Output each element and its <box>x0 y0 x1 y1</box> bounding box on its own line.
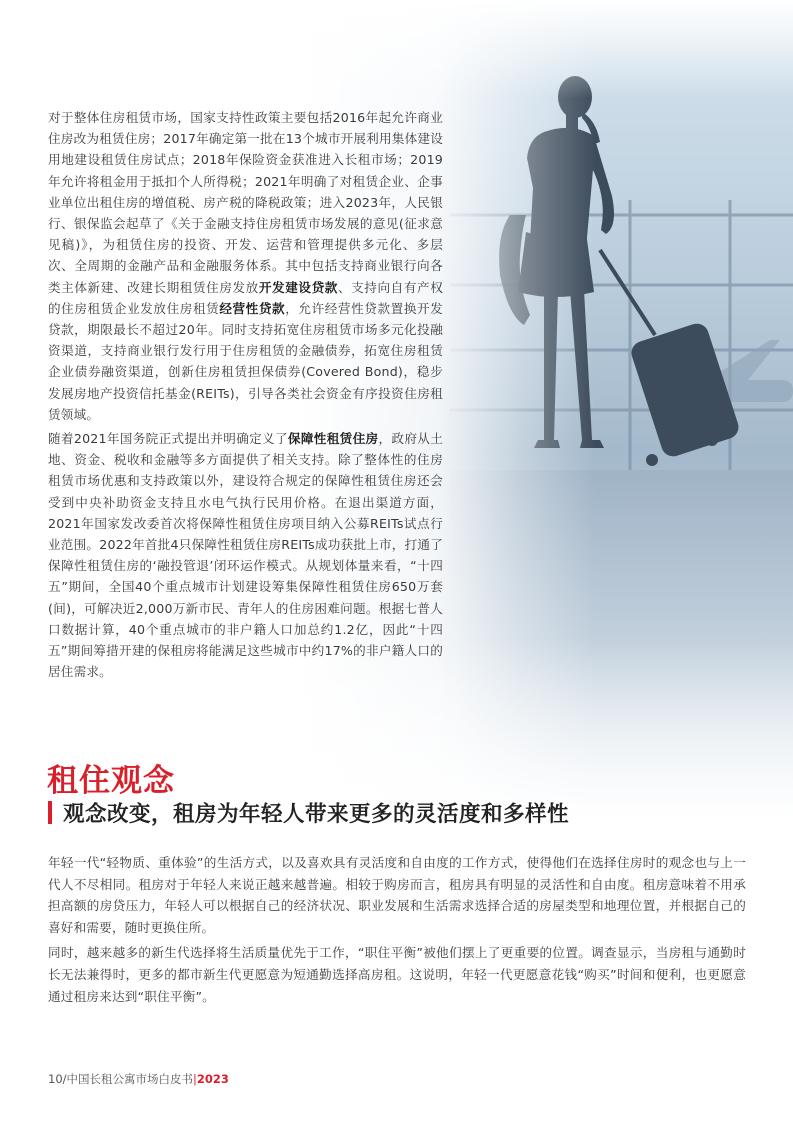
page-footer <box>48 1071 229 1087</box>
document-title: 中国长租公寓市场白皮书 <box>66 1072 194 1086</box>
paragraph-affordable-rental: 随着2021年国务院正式提出并明确定义了保障性租赁住房，政府从土地、资金、税收和金融等多方面提供了相关支持。除了整体性的住房租赁市场优惠和支持政策以外，建设符合规定的保障性租赁住房还会受到中央补助资金支持且水电气执行民用价格。在退出渠道方面，2021年国家发改委首次将保障性租赁住房项目纳入公募REITs试点行业范围。2022年首批4只保障性租赁住房REITs成功获批上市，打通了保障性租赁住房的‘融投管退’闭环运作模式。从规划体量来看，“十四五”期间，全国40个重点城市计划建设筹集保障性租赁住房650万套(间)，可解决近2,000万新市民、青年人的住房困难问题。根据七普人口数据计算，40个重点城市的非户籍人口加总约1.2亿，因此“十四五”期间筹措开建的保租房将能满足这些城市中约17%的非户籍人口的居住需求。 <box>48 431 443 680</box>
document-year: 2023 <box>196 1072 229 1086</box>
section-subtitle: 观念改变，租房为年轻人带来更多的灵活度和多样性 <box>63 802 570 827</box>
paragraph-work-life-balance: 同时，越来越多的新生代选择将生活质量优先于工作，“职住平衡”被他们摆上了更重要的位置。调查显示，当房租与通勤时长无法兼得时，更多的都市新生代更愿意为短通勤选择高房租。这说明，年轻一代更愿意花钱“购买”时间和便利，也更愿意通过租房来达到“职住平衡”。 <box>48 945 746 1004</box>
bold-term-development-loan: 开发建设贷款 <box>258 279 338 295</box>
bold-term-operating-loan: 经营性贷款 <box>219 300 286 316</box>
left-text-column <box>48 107 443 685</box>
body-text <box>48 852 746 1011</box>
section-title: 租住观念 <box>47 763 175 799</box>
page-number: 10 <box>48 1072 63 1086</box>
paragraph-young-generation: 年轻一代“轻物质、重体验”的生活方式，以及喜欢具有灵活度和自由度的工作方式，使得他们在选择住房时的观念也与上一代人不尽相同。租房对于年轻人来说正越来越普遍。相较于购房而言，租房具有明显的灵活性和自由度。租房意味着不用承担高额的房贷压力，年轻人可以根据自己的经济状况、职业发展和生活需求选择合适的房屋类型和地理位置，并根据自己的喜好和需要，随时更换住所。 <box>48 855 746 935</box>
subtitle-accent-bar <box>48 801 52 824</box>
paragraph-rental-policies: 对于整体住房租赁市场，国家支持性政策主要包括2016年起允许商业住房改为租赁住房；2017年确定第一批在13个城市开展利用集体建设用地建设租赁住房试点；2018年保险资金获准进入长租市场；2019年允许将租金用于抵扣个人所得税；2021年明确了对租赁企业、企事业单位出租住房的增值税、房产税的降税政策；进入2023年，人民银行、银保监会起草了《关于金融支持住房租赁市场发展的意见(征求意见稿)》，为租赁住房的投资、开发、运营和管理提供多元化、多层次、全周期的金融产品和金融服务体系。其中包括支持商业银行向各类主体新建、改建长期租赁住房发放开发建设贷款、支持向自有产权的住房租赁企业发放住房租赁经营性贷款，允许经营性贷款置换开发贷款，期限最长不超过20年。同时支持拓宽住房租赁市场多元化投融资渠道，支持商业银行发行用于住房租赁的金融债券，拓宽住房租赁企业债券融资渠道，创新住房租赁担保债券(Covered Bond)，稳步发展房地产投资信托基金(REITs)，引导各类社会资金有序投资住房租赁领域。 <box>48 110 444 422</box>
footer-divider: | <box>193 1072 197 1086</box>
bold-term-affordable-rental: 保障性租赁住房 <box>287 431 379 447</box>
footer-slash: / <box>62 1072 67 1086</box>
